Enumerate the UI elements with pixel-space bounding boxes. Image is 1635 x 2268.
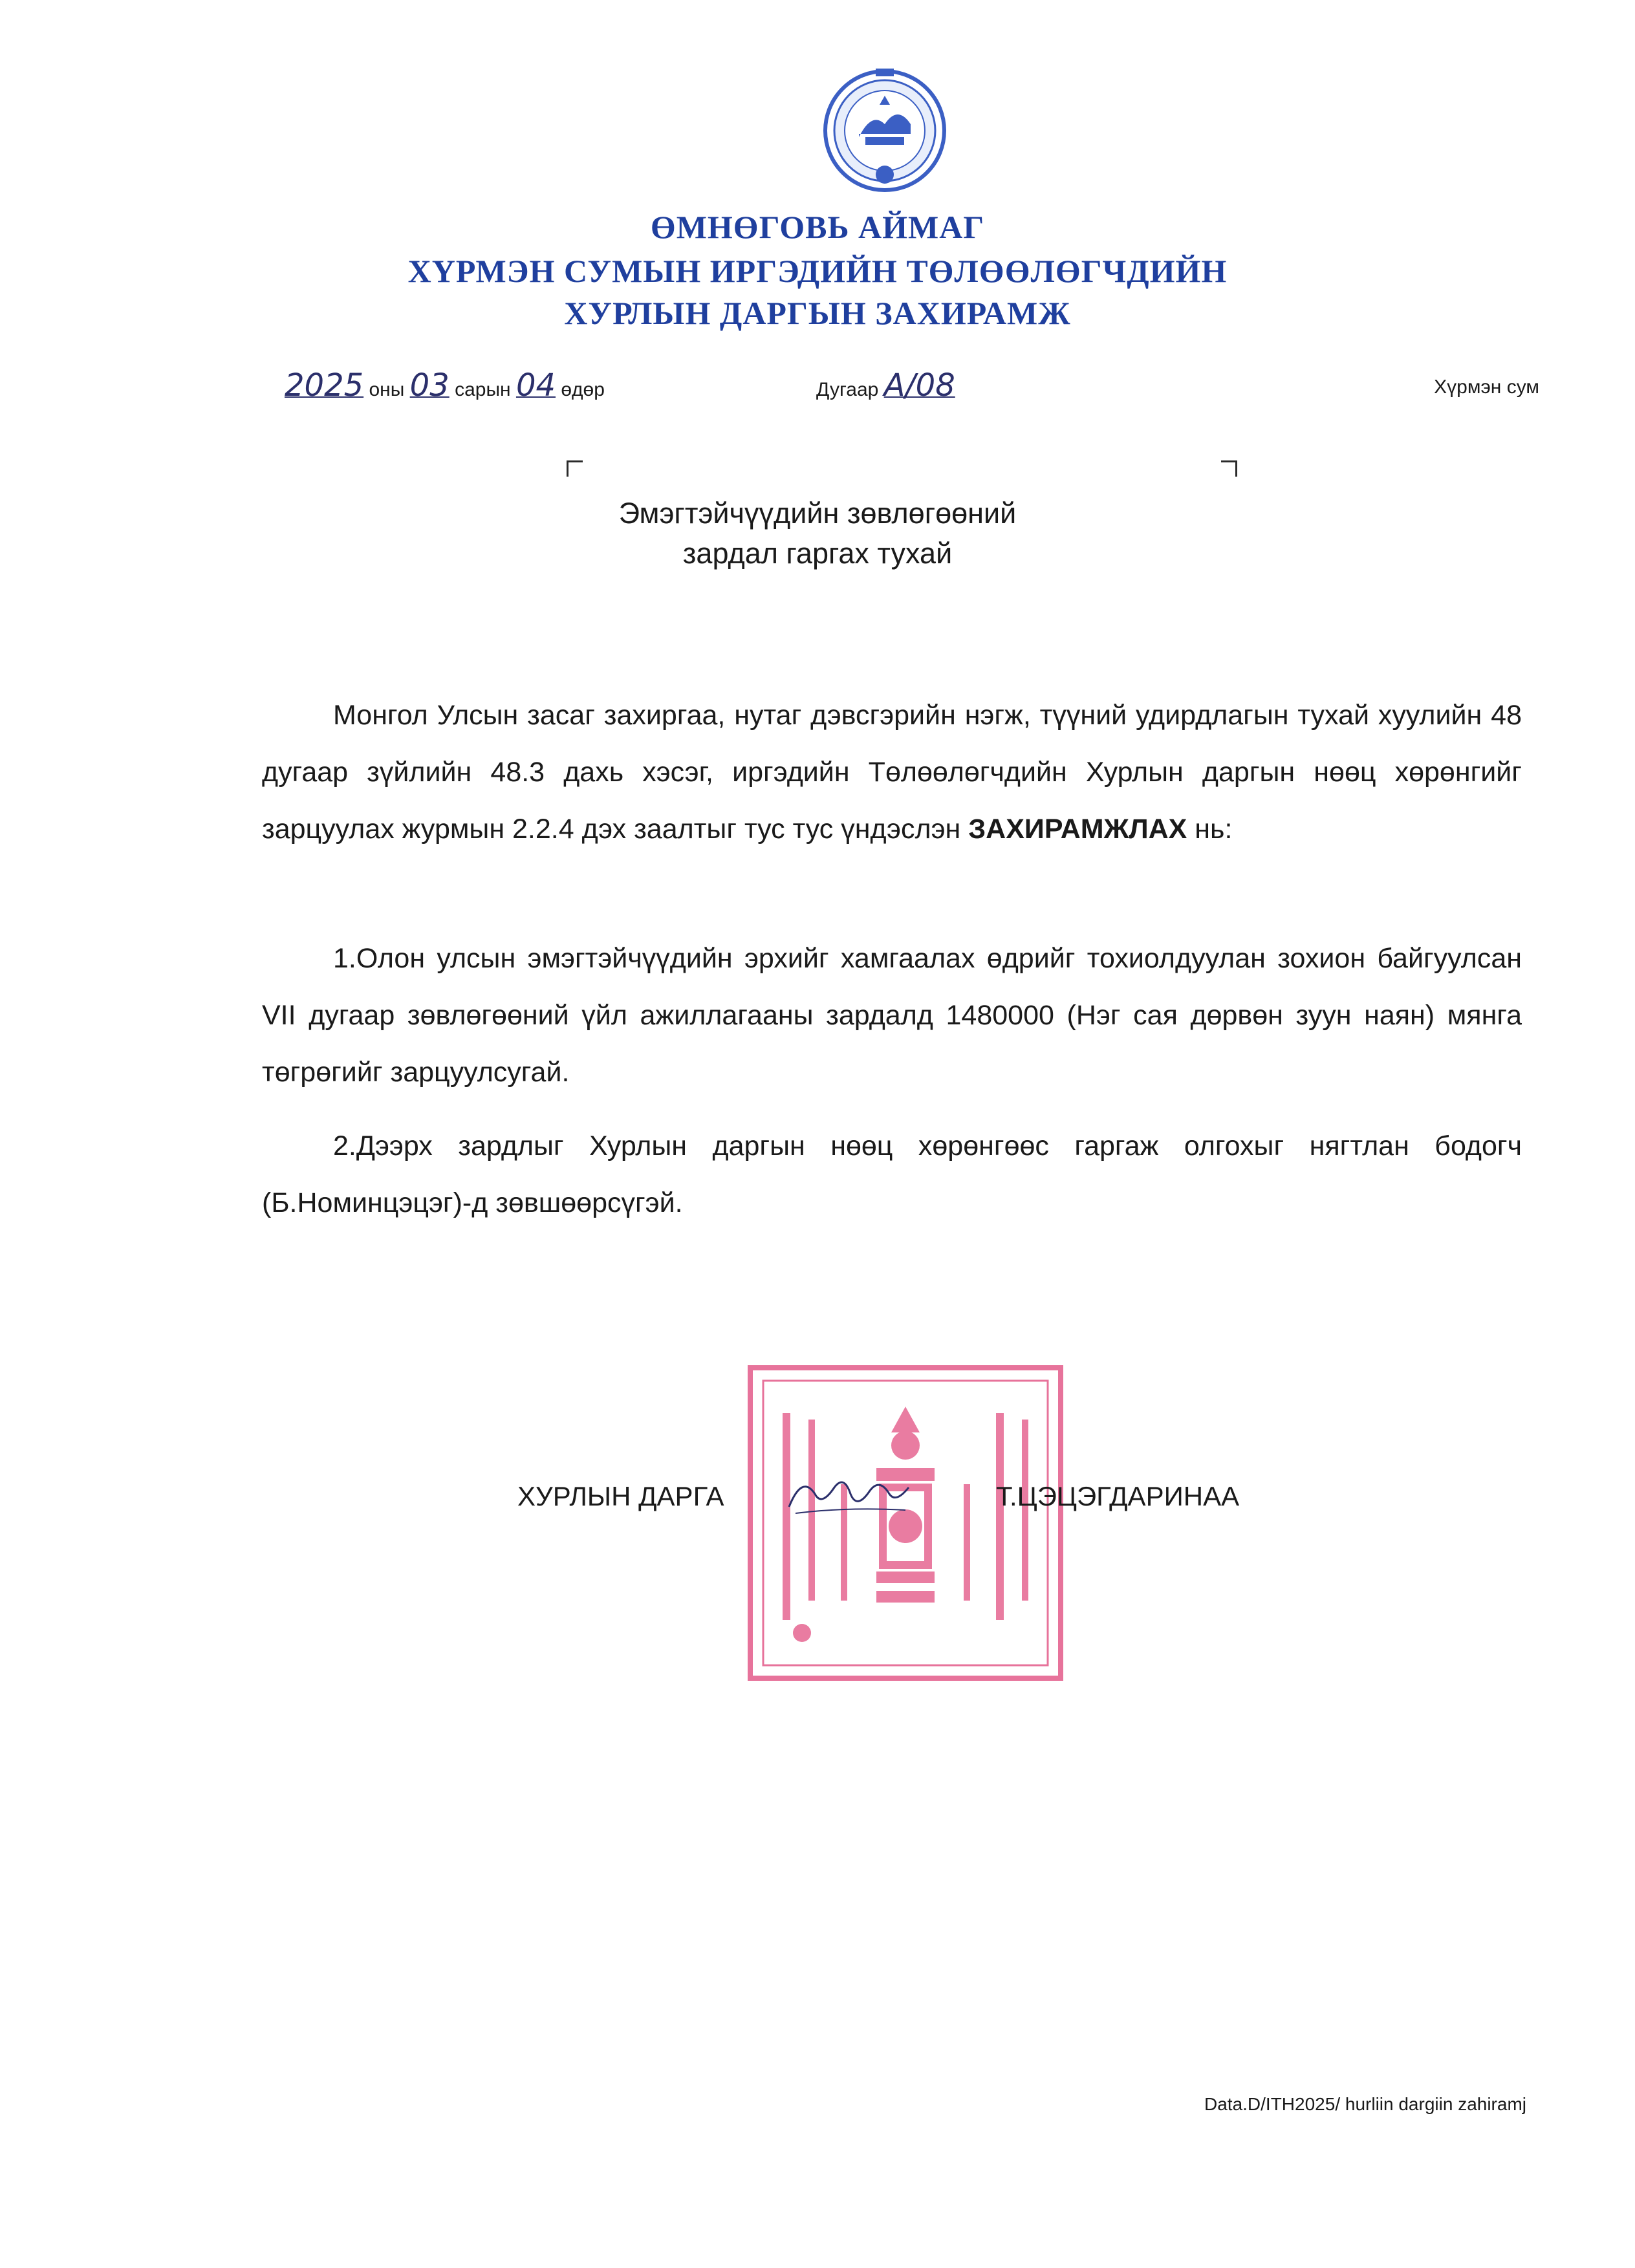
date-day-suffix: өдөр xyxy=(561,379,605,400)
decree-item-1: 1.Олон улсын эмэгтэйчүүдийн эрхийг хамгаалах өдрийг тохиолдуулан зохион байгуулсан VII дугаар зөвлөгөөний үйл ажиллагааны зардалд 1480000 (Нэг сая дөрвөн зуун наян) мянга төгрөгийг зарцуулсугай. xyxy=(262,943,1522,1088)
date-year-suffix: оны xyxy=(369,379,405,400)
preamble-paragraph xyxy=(262,687,1522,858)
signer-name: Т.ЦЭЦЭГДАРИНАА xyxy=(996,1481,1240,1511)
title-line-1: Эмэгтэйчүүдийн зөвлөгөөний xyxy=(618,497,1017,530)
state-emblem-icon xyxy=(820,59,949,202)
handwritten-signature-icon xyxy=(783,1468,918,1526)
title-corner-left xyxy=(567,460,583,477)
preamble-text: Монгол Улсын засаг захиргаа, нутаг дэвсгэрийн нэгж, түүний удирдлагын тухай хуулийн 48 дугаар зүйлийн 48.3 дахь хэсэг, иргэдийн Төлөөлөгчдийн Хурлын даргын нөөц хөрөнгийг зарцуулах журмын 2.2.4 дэх заалтыг тус тус үндэслэн xyxy=(262,700,1522,845)
header-line-1: ӨМНӨГОВЬ АЙМАГ xyxy=(650,209,985,245)
decree-word: ЗАХИРАМЖЛАХ xyxy=(968,814,1187,845)
document-number xyxy=(816,367,955,404)
date-line xyxy=(285,367,605,404)
date-year: 2025 xyxy=(285,367,364,404)
title-corner-right xyxy=(1221,460,1237,477)
decree-item-2: 2.Дээрх зардлыг Хурлын даргын нөөц хөрөнгөөс гаргаж олгохыг нягтлан бодогч (Б.Номинцэцэг)-д зөвшөөрсүгэй. xyxy=(262,1130,1522,1218)
title-line-2: зардал гаргах тухай xyxy=(682,537,953,570)
document-code-footer: Data.D/ITH2025/ hurliin dargiin zahiramj xyxy=(1204,2094,1526,2114)
signer-position: ХУРЛЫН ДАРГА xyxy=(517,1481,724,1511)
header-line-3: ХУРЛЫН ДАРГЫН ЗАХИРАМЖ xyxy=(564,295,1071,331)
number-label: Дугаар xyxy=(816,379,879,400)
place: Хүрмэн сум xyxy=(1434,376,1539,398)
number-value: А/08 xyxy=(883,367,955,404)
date-month: 03 xyxy=(409,367,449,404)
date-month-suffix: сарын xyxy=(455,379,511,400)
decree-suffix: нь: xyxy=(1187,814,1233,845)
date-day: 04 xyxy=(515,367,556,404)
header-line-2: ХҮРМЭН СУМЫН ИРГЭДИЙН ТӨЛӨӨЛӨГЧДИЙН xyxy=(407,253,1228,289)
